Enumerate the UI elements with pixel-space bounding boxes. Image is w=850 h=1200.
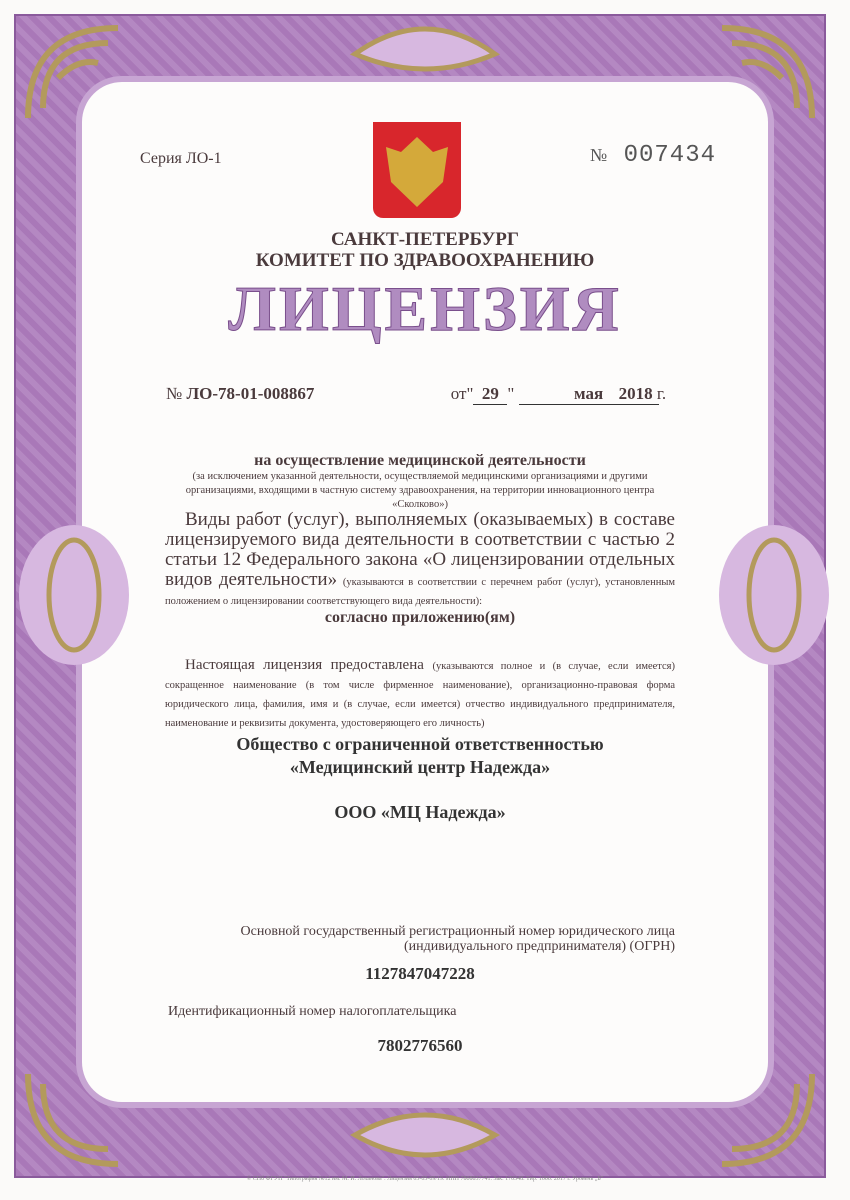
- corner-ornament-icon: [712, 1064, 822, 1174]
- activity-note: (за исключением указанной деятельности, осуществляемой медицинскими организациями и другими организациями, входящими в частную систему здравоохранения, на территории инновационного центра «Сколково»): [185, 471, 655, 510]
- license-no-label: №: [166, 384, 183, 403]
- works-note: (указываются в соответствии с перечнем работ (услуг), установленным положением о лицензировании соответствующего вида деятельности):: [165, 577, 676, 607]
- top-ornament-icon: [345, 14, 505, 84]
- works-lead: Виды работ (услуг), выполняемых (оказываемых) в составе лицензируемого вида деятельности в соответствии с частью 2 статьи 12 Федерального закона «О лицензировании отдельных видов деятельности»: [165, 509, 675, 590]
- number-label: №: [590, 145, 609, 165]
- activity-heading: на осуществление медицинской деятельности: [254, 452, 586, 469]
- committee-heading: КОМИТЕТ ПО ЗДРАВООХРАНЕНИЮ: [255, 250, 595, 271]
- coat-of-arms-emblem: [373, 122, 461, 218]
- bottom-ornament-icon: [345, 1105, 505, 1175]
- document-title: ЛИЦЕНЗИЯ: [228, 273, 622, 344]
- works-value: согласно приложению(ям): [324, 609, 516, 626]
- ogrn-value: 1127847047228: [365, 964, 475, 983]
- series-label: Серия ЛО-1: [140, 150, 222, 167]
- side-rosette-icon: [714, 520, 834, 670]
- quote: ": [466, 384, 474, 403]
- licensee-paragraph: [165, 656, 675, 732]
- inn-value: 7802776560: [377, 1036, 463, 1055]
- year-suffix: г.: [656, 384, 667, 403]
- licensee-note: (указываются полное и (в случае, если имеется) сокращенное наименование (в том числе фирменное наименование), организационно-правовая форма юридического лица, фамилия, имя и (в случае, если имеется) отчество индивидуального предпринимателя, наименование и реквизиты документа, удостоверяющего его личность): [165, 661, 675, 729]
- licensee-short-name: ООО «МЦ Надежда»: [334, 802, 506, 822]
- corner-ornament-icon: [712, 18, 822, 128]
- corner-ornament-icon: [18, 18, 128, 128]
- date-from-label: от: [450, 384, 467, 403]
- inn-label: Идентификационный номер налогоплательщика: [168, 1004, 457, 1019]
- date-day: 29: [473, 384, 507, 405]
- date-year: 2018: [618, 384, 653, 403]
- quote: ": [507, 384, 515, 403]
- ogrn-label: Основной государственный регистрационный номер юридического лица (индивидуального предпринимателя) (ОГРН): [240, 924, 675, 954]
- date-month: мая: [519, 384, 659, 405]
- license-number-row: [166, 384, 676, 405]
- number-value: 007434: [623, 142, 717, 169]
- printer-imprint: © СПб ФГУП "Типография №12 им. М. И. Лоханова". Лицензия 05-05-09/19. ИНН 7808037741. Зак. 170348. Тир. 1000. 2017 г. Уровень „Б": [246, 1176, 604, 1182]
- city-heading: САНКТ-ПЕТЕРБУРГ: [331, 229, 519, 250]
- works-paragraph: [165, 510, 675, 610]
- licensee-full-name-1: Общество с ограниченной ответственностью: [236, 734, 604, 754]
- licensee-full-name-2: «Медицинский центр Надежда»: [289, 757, 551, 777]
- corner-ornament-icon: [18, 1064, 128, 1174]
- blank-number: [590, 142, 716, 169]
- licensee-lead: Настоящая лицензия предоставлена: [185, 657, 424, 673]
- license-number: ЛО-78-01-008867: [186, 384, 315, 403]
- side-rosette-icon: [14, 520, 134, 670]
